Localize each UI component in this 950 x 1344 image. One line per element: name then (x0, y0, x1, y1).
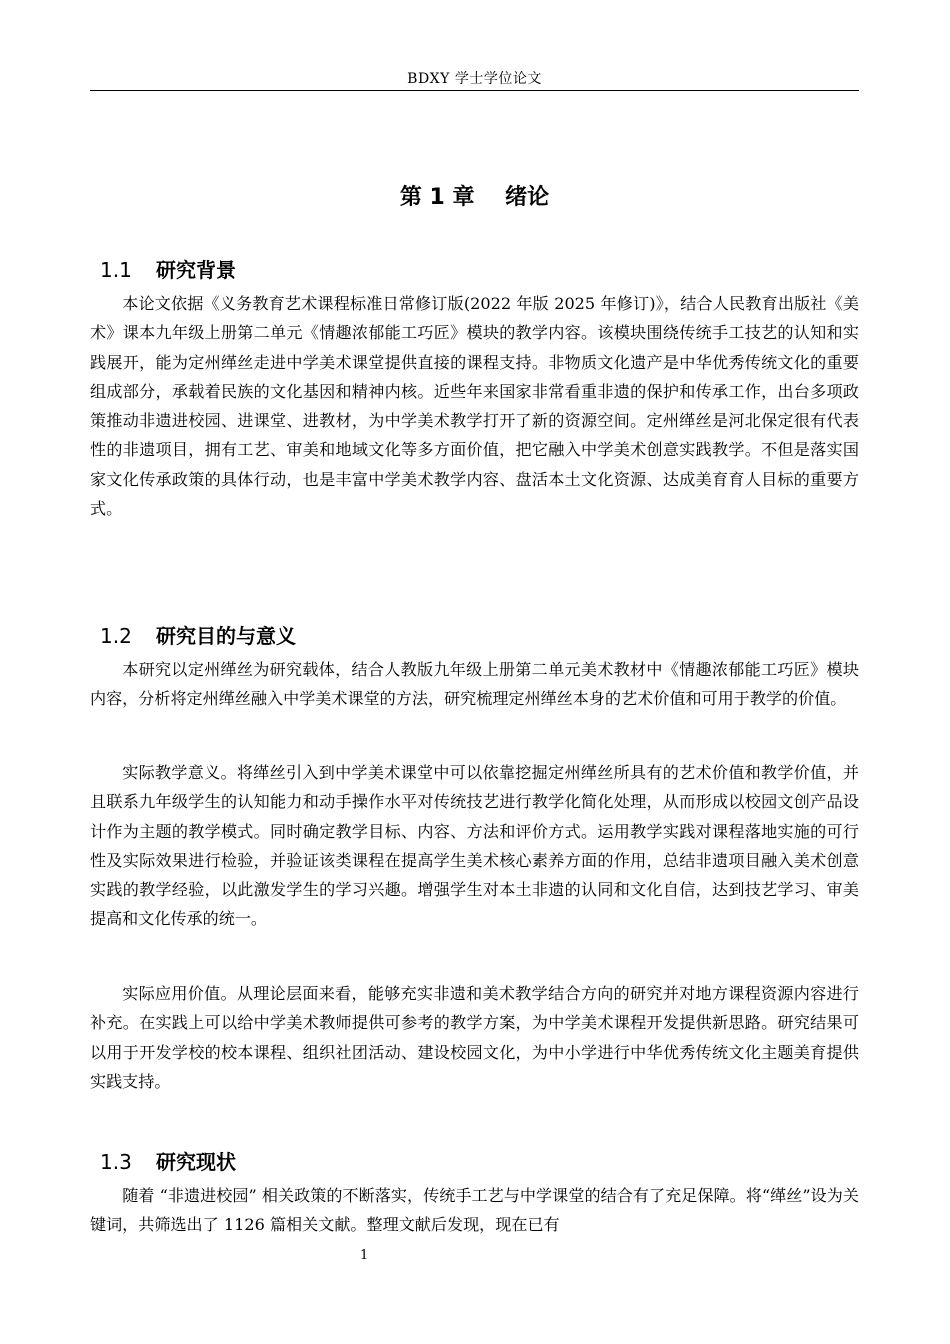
section-heading-1-2 (100, 620, 296, 649)
section-title: 研究目的与意义 (156, 624, 296, 648)
paragraph: 实际应用价值。从理论层面来看，能够充实非遗和美术教学结合方向的研究并对地方课程资源内容进行补充。在实践上可以给中学美术教师提供可参考的教学方案，为中学美术课程开发提供新思路。研究结果可以用于开发学校的校本课程、组织社团活动、建设校园文化，为中小学进行中华优秀传统文化主题美育提供实践支持。 (90, 984, 859, 1091)
paragraph: 本论文依据《义务教育艺术课程标准日常修订版(2022 年版 2025 年修订)》，结合人民教育出版社《美术》课本九年级上册第二单元《情趣浓郁能工巧匠》模块的教学内容。该模块围绕传统手工技艺的认知和实践展开，能为定州缂丝走进中学美术课堂提供直接的课程支持。非物质文化遗产是中华优秀传统文化的重要组成部分，承载着民族的文化基因和精神内核。近些年来国家非常看重非遗的保护和传承工作，出台多项政策推动非遗进校园、进课堂、进教材，为中学美术教学打开了新的资源空间。定州缂丝是河北保定很有代表性的非遗项目，拥有工艺、审美和地域文化等多方面价值，把它融入中学美术创意实践教学。不但是落实国家文化传承政策的具体行动，也是丰富中学美术教学内容、盘活本土文化资源、达成美育育人目标的重要方式。 (90, 294, 859, 519)
running-header: BDXY 学士学位论文 (407, 71, 542, 87)
section-heading-1-3 (100, 1146, 236, 1175)
section-number: 1.2 (100, 624, 132, 648)
section-title: 研究现状 (156, 1150, 236, 1174)
page-number: 1 (360, 1248, 369, 1263)
section-title: 研究背景 (156, 258, 236, 282)
section-number: 1.1 (100, 258, 132, 282)
paragraph: 本研究以定州缂丝为研究载体，结合人教版九年级上册第二单元美术教材中《情趣浓郁能工巧匠》模块内容，分析将定州缂丝融入中学美术课堂的方法，研究梳理定州缂丝本身的艺术价值和可用于教学的价值。 (90, 660, 859, 709)
header-rule (90, 90, 859, 91)
chapter-title: 第 1 章 绪论 (399, 185, 550, 210)
section-heading-1-1 (100, 254, 236, 283)
paragraph: 随着 “非遗进校园” 相关政策的不断落实，传统手工艺与中学课堂的结合有了充足保障。将“缂丝”设为关键词，共筛选出了 1126 篇相关文献。整理文献后发现，现在已有 (90, 1186, 859, 1235)
section-number: 1.3 (100, 1150, 132, 1174)
paragraph: 实际教学意义。将缂丝引入到中学美术课堂中可以依靠挖掘定州缂丝所具有的艺术价值和教学价值，并且联系九年级学生的认知能力和动手操作水平对传统技艺进行教学化简化处理，从而形成以校园文创产品设计作为主题的教学模式。同时确定教学目标、内容、方法和评价方式。运用教学实践对课程落地实施的可行性及实际效果进行检验，并验证该类课程在提高学生美术核心素养方面的作用，总结非遗项目融入美术创意实践的教学经验，以此激发学生的学习兴趣。增强学生对本土非遗的认同和文化自信，达到技艺学习、审美提高和文化传承的统一。 (90, 763, 859, 929)
